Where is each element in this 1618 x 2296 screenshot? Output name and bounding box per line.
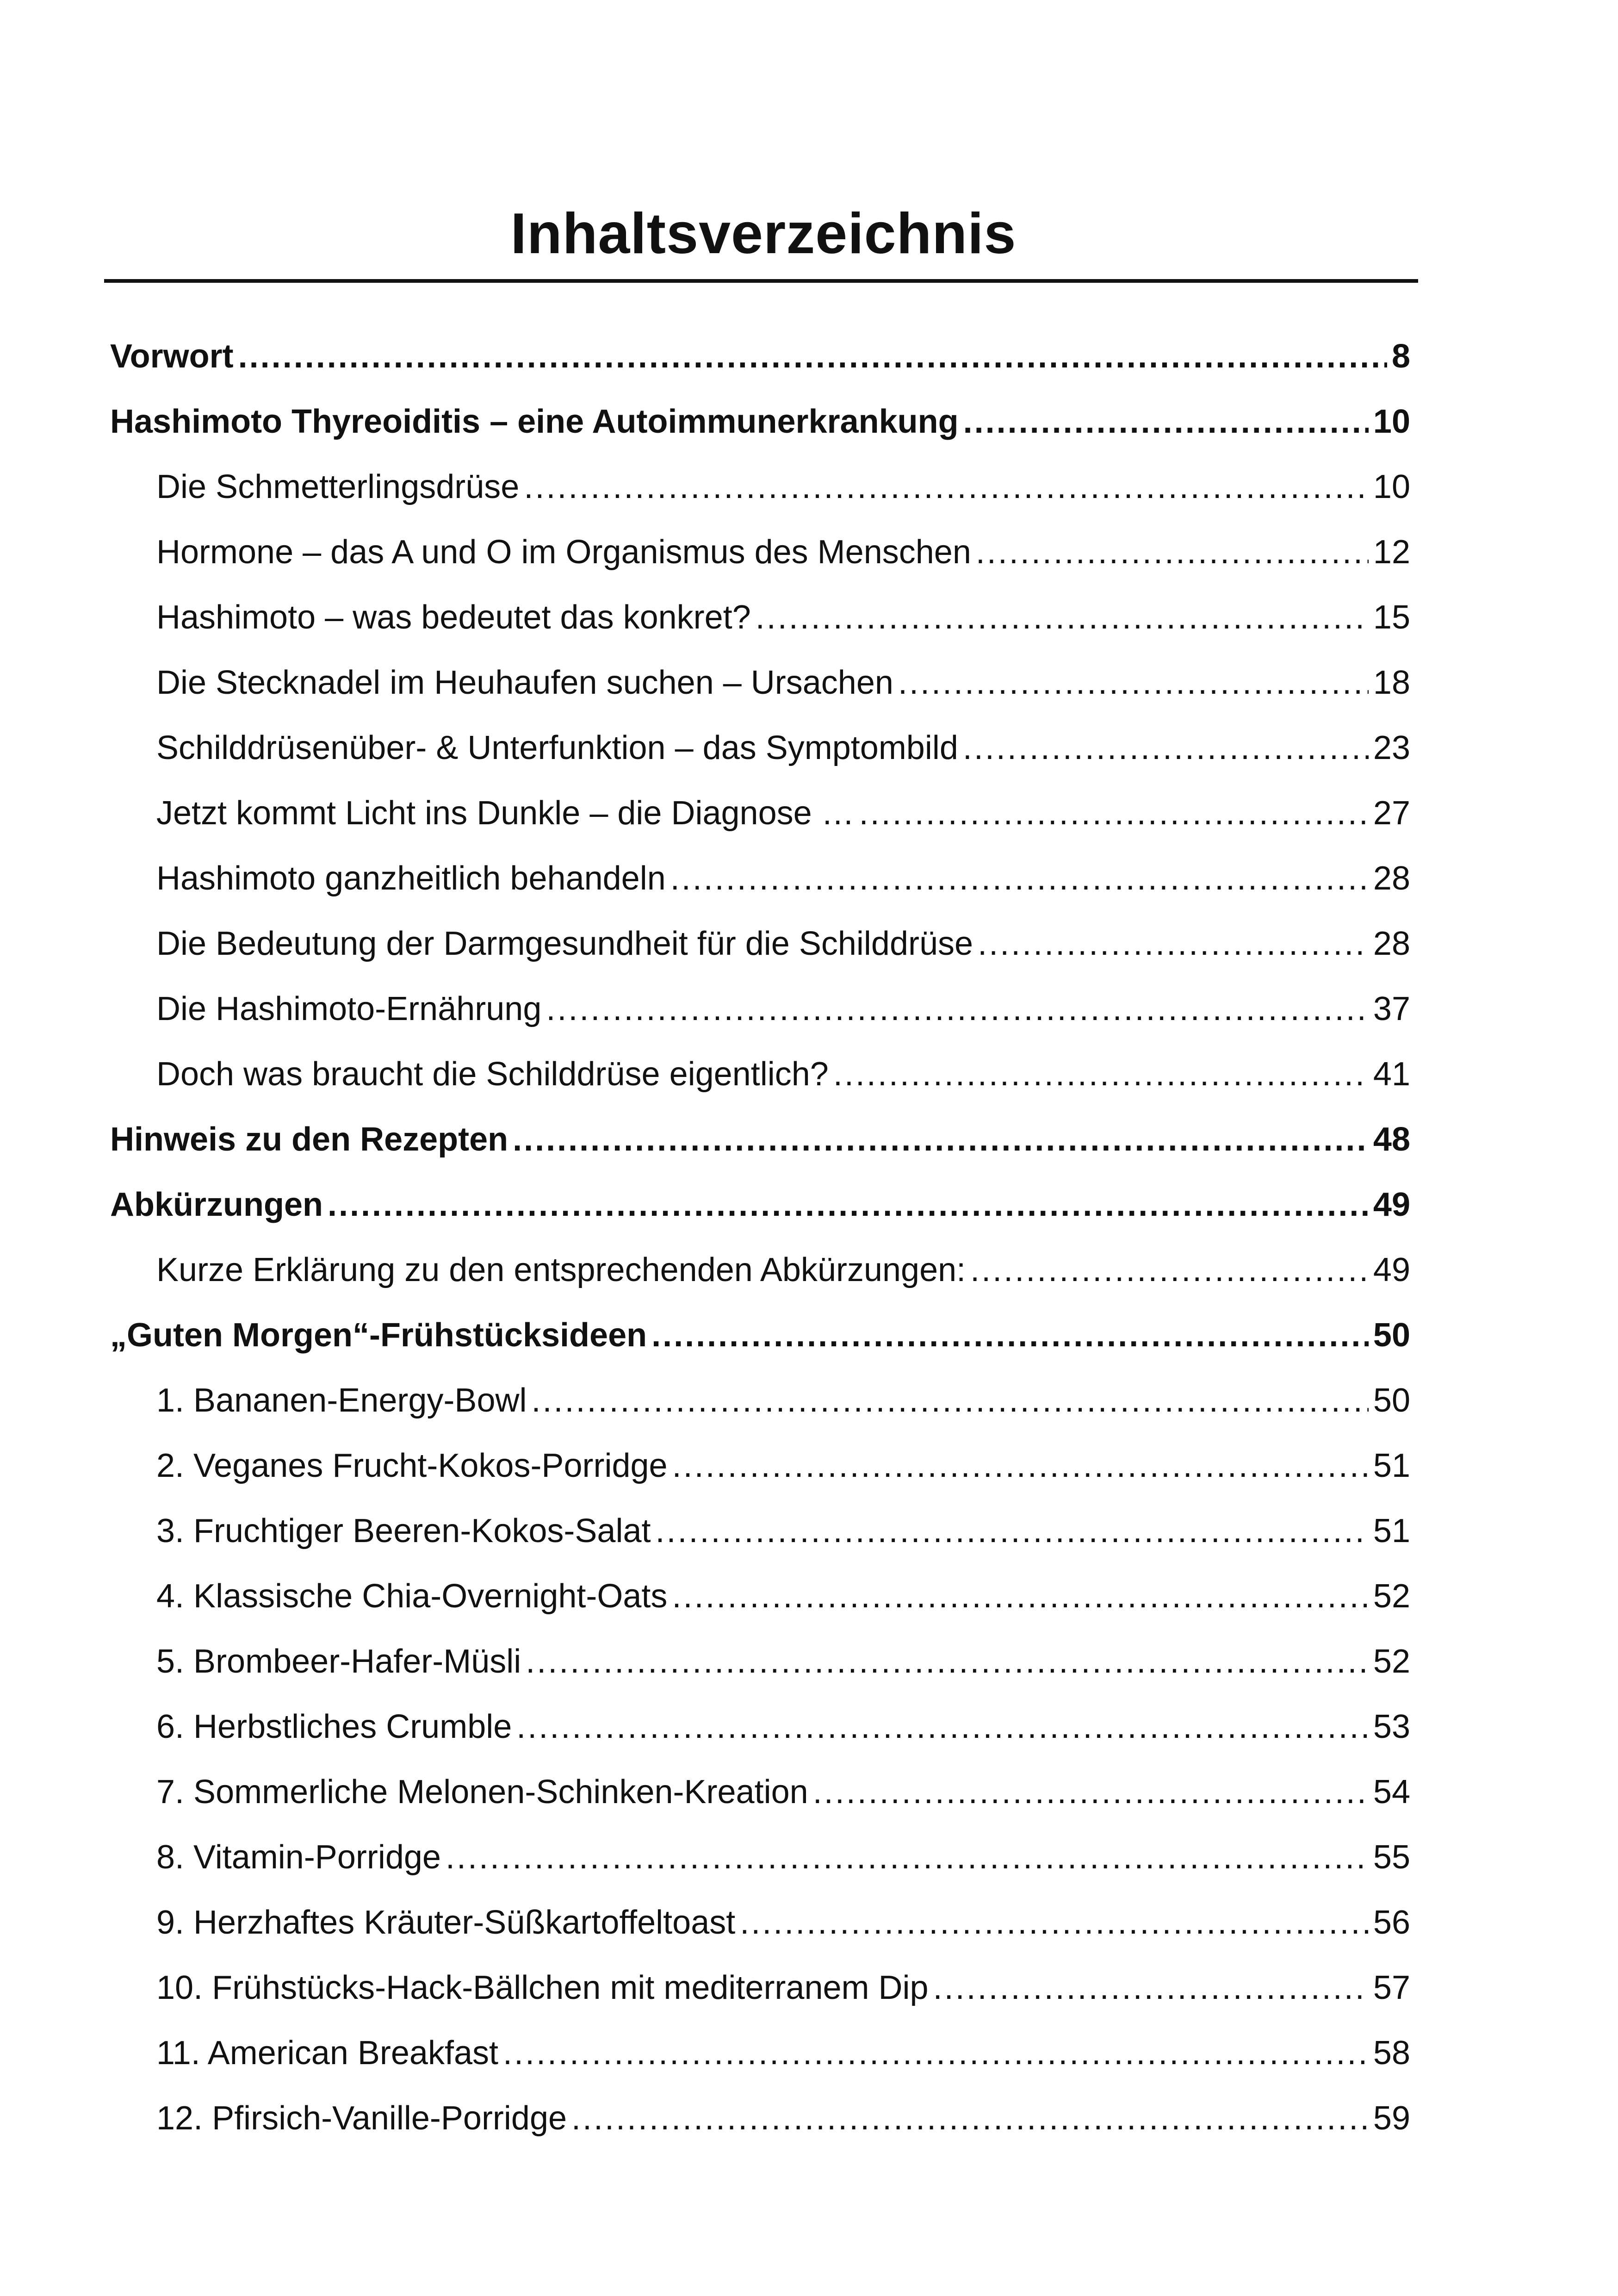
toc-entry-page-number: 8 [1391, 338, 1410, 375]
toc-section-entry [110, 716, 1410, 781]
toc-dot-leader [970, 1238, 1369, 1303]
toc-chapter-entry [110, 324, 1410, 389]
toc-dot-leader [503, 2021, 1369, 2086]
toc-section-entry [110, 2086, 1410, 2151]
toc-entry-page-number: 50 [1373, 1382, 1410, 1419]
toc-entry-title: Schilddrüsenüber- & Unterfunktion – das Symptombild [156, 729, 958, 766]
toc-entry-title: Hashimoto Thyreoiditis – eine Autoimmunerkrankung [110, 403, 959, 440]
toc-section-entry [110, 1760, 1410, 1825]
toc-entry-page-number: 41 [1373, 1056, 1410, 1093]
toc-dot-leader [516, 1694, 1369, 1760]
toc-dot-leader [740, 1890, 1369, 1955]
toc-dot-leader [898, 650, 1369, 716]
toc-entry-page-number: 53 [1373, 1708, 1410, 1745]
toc-entry-title: Die Stecknadel im Heuhaufen suchen – Ursachen [156, 664, 893, 701]
toc-section-entry [110, 1629, 1410, 1694]
toc-dot-leader [446, 1825, 1369, 1890]
toc-chapter-entry [110, 1303, 1410, 1368]
toc-dot-leader [813, 1760, 1369, 1825]
toc-entry-page-number: 37 [1373, 990, 1410, 1027]
toc-entry-title: Hashimoto – was bedeutet das konkret? [156, 599, 751, 636]
toc-chapter-entry [110, 389, 1410, 454]
toc-entry-title: Die Schmetterlingsdrüse [156, 468, 520, 505]
toc-entry-title: 11. American Breakfast [156, 2035, 499, 2072]
page-title: Inhaltsverzeichnis [510, 202, 1017, 266]
toc-section-entry [110, 1368, 1410, 1433]
toc-section-entry [110, 2021, 1410, 2086]
table-of-contents [110, 324, 1410, 2151]
toc-entry-page-number: 15 [1373, 599, 1410, 636]
toc-dot-leader [859, 781, 1369, 846]
toc-dot-leader [524, 454, 1369, 520]
toc-dot-leader [672, 1433, 1369, 1499]
toc-entry-title: 3. Fruchtiger Beeren-Kokos-Salat [156, 1512, 651, 1549]
toc-entry-page-number: 23 [1373, 729, 1410, 766]
toc-dot-leader [978, 911, 1369, 977]
toc-entry-title: 9. Herzhaftes Kräuter-Süßkartoffeltoast [156, 1904, 736, 1941]
toc-entry-page-number: 56 [1373, 1904, 1410, 1941]
toc-entry-title: Hormone – das A und O im Organismus des Menschen [156, 534, 971, 571]
toc-dot-leader [328, 1172, 1369, 1238]
toc-entry-title: Hashimoto ganzheitlich behandeln [156, 860, 666, 897]
toc-dot-leader [672, 1564, 1368, 1629]
toc-dot-leader [651, 1303, 1369, 1368]
toc-entry-page-number: 12 [1373, 534, 1410, 571]
toc-dot-leader [833, 1042, 1369, 1107]
toc-entry-page-number: 57 [1373, 1969, 1410, 2006]
toc-entry-title: 1. Bananen-Energy-Bowl [156, 1382, 527, 1419]
toc-entry-page-number: 27 [1373, 795, 1410, 832]
toc-entry-title: Die Bedeutung der Darmgesundheit für die Schilddrüse [156, 925, 973, 962]
toc-dot-leader [756, 585, 1369, 650]
toc-section-entry [110, 781, 1410, 846]
toc-entry-page-number: 10 [1373, 468, 1410, 505]
toc-section-entry [110, 1238, 1410, 1303]
toc-entry-title: Kurze Erklärung zu den entsprechenden Abkürzungen: [156, 1251, 966, 1288]
toc-chapter-entry [110, 1107, 1410, 1172]
toc-entry-page-number: 10 [1373, 403, 1410, 440]
toc-dot-leader [513, 1107, 1369, 1172]
toc-entry-page-number: 59 [1373, 2100, 1410, 2137]
toc-dot-leader [963, 716, 1369, 781]
toc-entry-title: Vorwort [110, 338, 234, 375]
toc-entry-page-number: 50 [1373, 1317, 1410, 1354]
toc-entry-page-number: 48 [1373, 1121, 1410, 1158]
toc-section-entry [110, 1694, 1410, 1760]
toc-dot-leader [546, 977, 1369, 1042]
toc-entry-title: 4. Klassische Chia-Overnight-Oats [156, 1578, 668, 1615]
toc-entry-page-number: 49 [1373, 1186, 1410, 1223]
toc-entry-title: 7. Sommerliche Melonen-Schinken-Kreation [156, 1773, 808, 1811]
toc-entry-page-number: 52 [1373, 1578, 1410, 1615]
title-divider [104, 279, 1418, 283]
toc-entry-page-number: 28 [1373, 925, 1410, 962]
toc-section-entry [110, 1955, 1410, 2021]
toc-entry-title: Doch was braucht die Schilddrüse eigentlich? [156, 1056, 829, 1093]
toc-entry-title: „Guten Morgen“-Frühstücksideen [110, 1317, 647, 1354]
toc-dot-leader [238, 324, 1387, 389]
toc-section-entry [110, 585, 1410, 650]
toc-entry-page-number: 55 [1373, 1839, 1410, 1876]
toc-dot-leader [526, 1629, 1369, 1694]
toc-entry-title: 12. Pfirsich-Vanille-Porridge [156, 2100, 567, 2137]
toc-section-entry [110, 1499, 1410, 1564]
toc-entry-page-number: 58 [1373, 2035, 1410, 2072]
toc-section-entry [110, 1433, 1410, 1499]
toc-entry-page-number: 49 [1373, 1251, 1410, 1288]
toc-dot-leader [670, 846, 1369, 911]
toc-entry-page-number: 51 [1373, 1512, 1410, 1549]
toc-section-entry [110, 1825, 1410, 1890]
toc-dot-leader [656, 1499, 1369, 1564]
toc-dot-leader [571, 2086, 1369, 2151]
toc-entry-title: Die Hashimoto-Ernährung [156, 990, 542, 1027]
toc-dot-leader [933, 1955, 1369, 2021]
toc-entry-title: 2. Veganes Frucht-Kokos-Porridge [156, 1447, 668, 1484]
toc-section-entry [110, 911, 1410, 977]
toc-entry-title: 6. Herbstliches Crumble [156, 1708, 512, 1745]
toc-entry-title: Hinweis zu den Rezepten [110, 1121, 508, 1158]
toc-entry-page-number: 51 [1373, 1447, 1410, 1484]
toc-dot-leader [963, 389, 1369, 454]
toc-section-entry [110, 846, 1410, 911]
toc-entry-title: 8. Vitamin-Porridge [156, 1839, 441, 1876]
toc-section-entry [110, 650, 1410, 716]
toc-entry-page-number: 18 [1373, 664, 1410, 701]
toc-entry-title: 10. Frühstücks-Hack-Bällchen mit mediterranem Dip [156, 1969, 929, 2006]
toc-section-entry [110, 1564, 1410, 1629]
toc-entry-title: 5. Brombeer-Hafer-Müsli [156, 1643, 521, 1680]
toc-entry-page-number: 54 [1373, 1773, 1410, 1811]
toc-section-entry [110, 520, 1410, 585]
toc-section-entry [110, 454, 1410, 520]
toc-entry-page-number: 28 [1373, 860, 1410, 897]
toc-entry-title: Abkürzungen [110, 1186, 323, 1223]
toc-section-entry [110, 1042, 1410, 1107]
toc-dot-leader [976, 520, 1369, 585]
toc-dot-leader [531, 1368, 1368, 1433]
toc-section-entry [110, 977, 1410, 1042]
toc-entry-title: Jetzt kommt Licht ins Dunkle – die Diagnose … [156, 795, 855, 832]
toc-chapter-entry [110, 1172, 1410, 1238]
toc-entry-page-number: 52 [1373, 1643, 1410, 1680]
toc-section-entry [110, 1890, 1410, 1955]
